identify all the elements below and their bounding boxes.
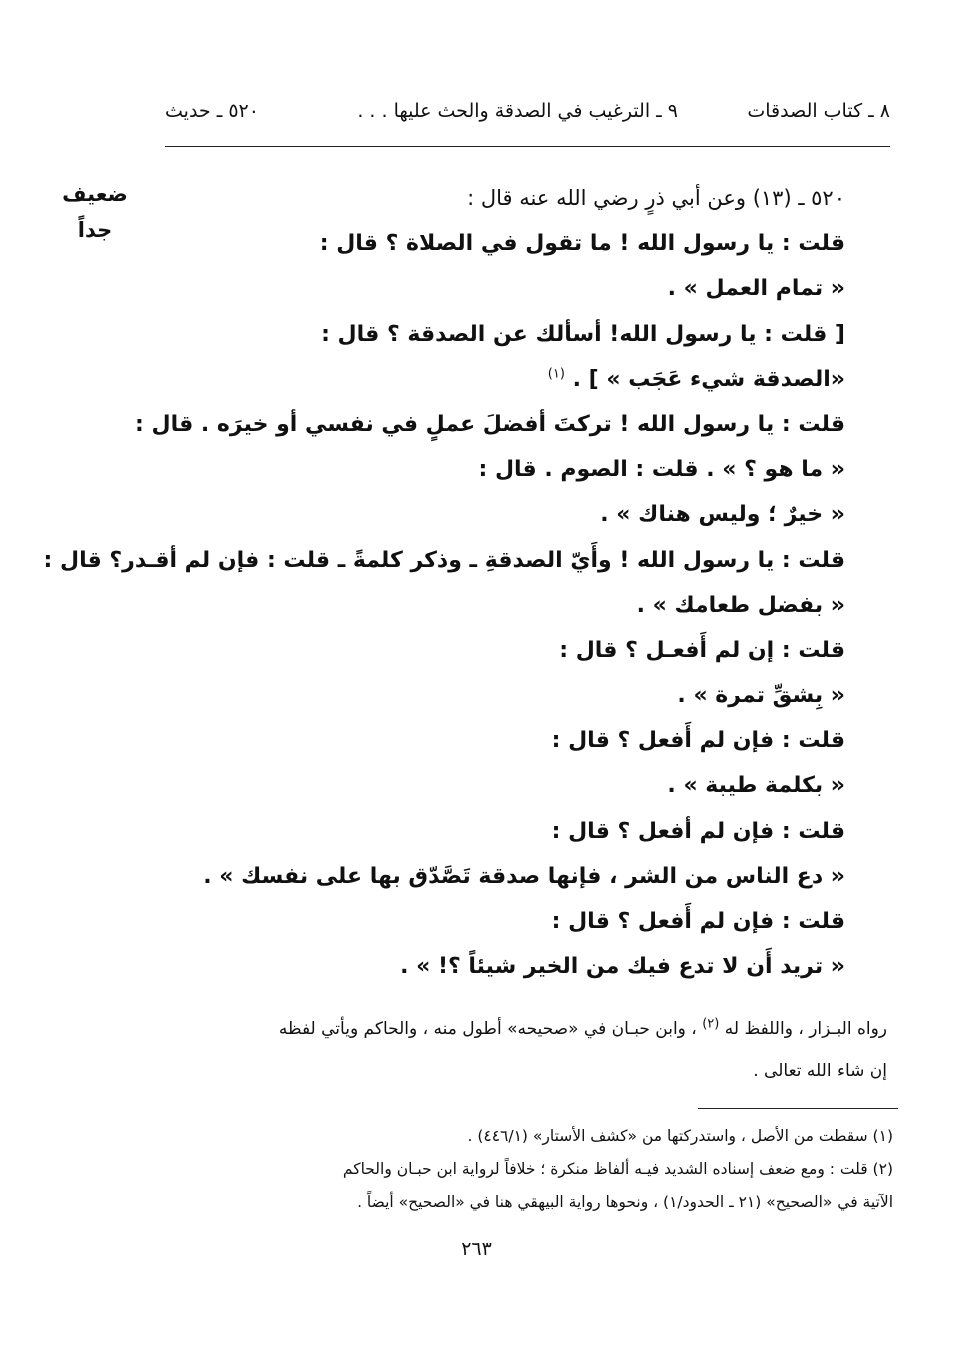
grade-word-very: جداً (77, 218, 113, 242)
hadith-line: [ قلت : يا رسول الله! أسألك عن الصدقة ؟ قال : (321, 321, 845, 347)
attribution-text: رواه البـزار ، واللفظ له (724, 1019, 887, 1039)
hadith-number-label: ٥٢٠ ـ حديث (165, 100, 259, 122)
hadith-line: قلت : فإن لم أَفعل ؟ قال : (551, 909, 845, 934)
hadith-line: « بفضل طعامك » . (636, 592, 845, 618)
grade-word-weak: ضعيف (62, 182, 128, 206)
hadith-line: « بكلمة طيبة » . (667, 773, 845, 799)
attribution-line-1 (162, 1008, 887, 1050)
hadith-line: قلت : يا رسول الله ! تركتَ أفضلَ عملٍ في نفسي أو خيرَه . قال : (135, 411, 845, 437)
hadith-line: «الصدقة شيء عَجَب » ] . (572, 366, 845, 392)
hadith-line: « تريد أَن لا تدع فيك من الخير شيئاً ؟! » . (400, 954, 845, 980)
footnote-ref-2: (٢) (702, 1016, 720, 1032)
attribution-line-2: إن شاء الله تعالى . (753, 1061, 887, 1081)
hadith-line: « تمام العمل » . (667, 276, 845, 302)
grade-margin-note (40, 176, 150, 248)
page-number: ٢٦٣ (461, 1238, 492, 1260)
hadith-line: قلت : فإن لم أَفعل ؟ قال : (551, 728, 845, 754)
hadith-line: قلت : فإن لم أفعل ؟ قال : (551, 818, 845, 844)
section-title: ٩ ـ الترغيب في الصدقة والحث عليها . . . (357, 100, 678, 122)
footnotes (158, 1120, 893, 1219)
attribution-text: ، وابن حبـان في «صحيحه» أطول منه ، والحاكم ويأتي لفظه (278, 1019, 697, 1039)
source-attribution (162, 1008, 887, 1092)
hadith-line: « دع الناس من الشر ، فإنها صدقة تَصَّدّق بها على نفسك » . (203, 863, 845, 889)
hadith-line: « خيرٌ ؛ وليس هناك » . (600, 502, 845, 528)
chapter-title: ٨ ـ كتاب الصدقات (747, 100, 890, 122)
hadith-line: قلت : يا رسول الله ! ما تقول في الصلاة ؟ قال : (319, 231, 845, 257)
hadith-line: قلت : إن لم أَفعـل ؟ قال : (559, 637, 845, 663)
hadith-line-with-footnote (155, 357, 845, 402)
hadith-line: « ما هو ؟ » . قلت : الصوم . قال : (478, 457, 845, 483)
footnote-1: (١) سقطت من الأصل ، واستدركتها من «كشف الأستار» (٤٤٦/١) . (467, 1127, 893, 1145)
hadith-line: « بِشقِّ تمرة » . (677, 683, 845, 709)
footnote-ref-1: (١) (547, 366, 565, 382)
header-divider (165, 146, 890, 147)
footnote-2-continued: الآتية في «الصحيح» (٢١ ـ الحدود/١) ، ونحوها رواية البيهقي هنا في «الصحيح» أيضاً . (357, 1193, 893, 1211)
hadith-line: قلت : يا رسول الله ! وأَيّ الصدقةِ ـ وذكر كلمةً ـ قلت : فإن لم أقـدر؟ قال : (43, 547, 845, 573)
running-header (165, 96, 890, 130)
hadith-line: ٥٢٠ ـ (١٣) وعن أبي ذرٍ رضي الله عنه قال : (467, 186, 845, 210)
footnote-2: (٢) قلت : ومع ضعف إسناده الشديد فيـه ألفاظ منكرة ؛ خلافاً لرواية ابن حبـان والحاكم (342, 1160, 893, 1178)
footnote-divider (698, 1108, 898, 1109)
